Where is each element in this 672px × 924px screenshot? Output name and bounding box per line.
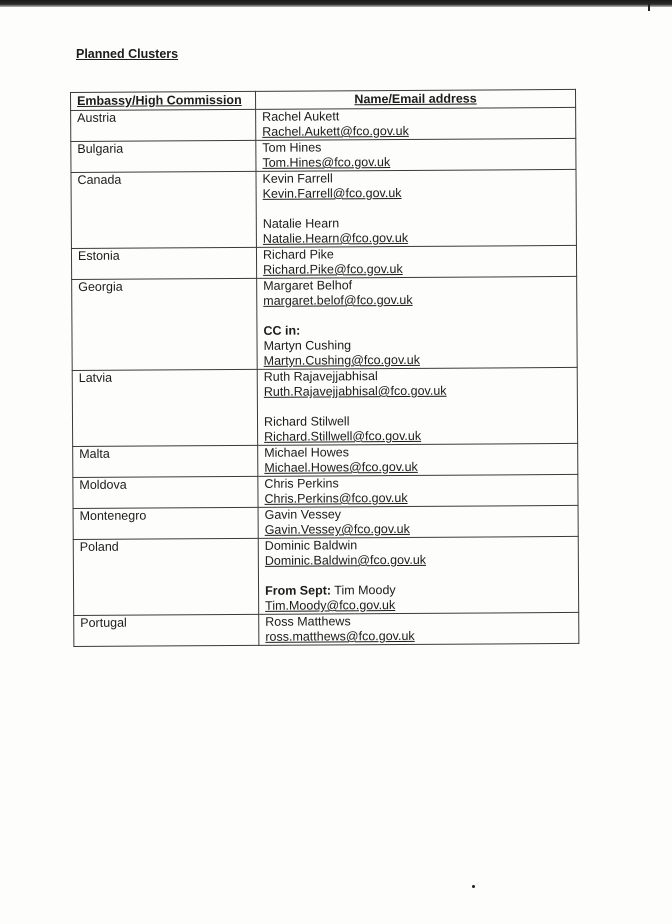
country-cell: Georgia — [72, 278, 258, 370]
contact-email-link[interactable]: margaret.belof@fco.gov.uk — [263, 292, 413, 308]
contact-name: Ruth Rajavejjabhisal — [263, 369, 378, 384]
column-header-country: Embassy/High Commission — [71, 91, 256, 110]
contact-cell — [256, 138, 576, 171]
contact-entry — [265, 582, 572, 614]
table-row — [71, 138, 576, 172]
country-cell: Moldova — [73, 476, 258, 508]
contact-email-link[interactable]: Chris.Perkins@fco.gov.uk — [264, 490, 408, 506]
contact-email-link[interactable]: Gavin.Vessey@fco.gov.uk — [264, 521, 410, 537]
table-row — [71, 245, 576, 279]
contact-entry — [262, 108, 569, 140]
contact-cell — [256, 245, 576, 278]
contact-entry — [263, 215, 570, 247]
contact-cell — [258, 474, 578, 507]
country-cell: Malta — [73, 445, 258, 477]
table-row — [74, 612, 579, 646]
contact-entry — [262, 170, 569, 202]
contact-entry — [263, 277, 570, 309]
contact-entry — [264, 368, 571, 400]
contact-name: Gavin Vessey — [264, 507, 342, 522]
column-header-contact: Name/Email address — [255, 89, 575, 109]
contact-entry — [262, 139, 569, 171]
table-row — [73, 474, 578, 508]
contact-email-link[interactable]: Dominic.Baldwin@fco.gov.uk — [264, 552, 427, 568]
contact-entry — [263, 246, 570, 278]
country-cell: Estonia — [71, 247, 256, 279]
table-row — [72, 367, 577, 446]
contact-email-link[interactable]: Richard.Stillwell@fco.gov.uk — [264, 428, 422, 444]
contact-name: Michael Howes — [264, 445, 350, 460]
country-cell: Poland — [73, 538, 258, 615]
scan-speck — [472, 885, 475, 888]
country-cell: Canada — [71, 171, 256, 248]
contact-email-link[interactable]: ross.matthews@fco.gov.uk — [265, 628, 415, 644]
contact-name: Kevin Farrell — [262, 171, 333, 186]
contact-name: Tom Hines — [262, 140, 322, 155]
contact-name: Richard Pike — [262, 247, 334, 262]
contact-name: Martyn Cushing — [263, 338, 352, 353]
table-row — [73, 443, 578, 477]
table-row — [73, 505, 578, 539]
contact-email-link[interactable]: Tom.Hines@fco.gov.uk — [262, 155, 391, 170]
contact-email-link[interactable]: Tim.Moody@fco.gov.uk — [265, 598, 396, 613]
contact-name: Natalie Hearn — [262, 216, 340, 231]
contact-entry — [265, 506, 572, 538]
country-cell: Bulgaria — [71, 140, 256, 172]
contact-cell — [256, 107, 576, 140]
scan-mark — [648, 4, 650, 11]
contact-entry — [264, 475, 571, 507]
clusters-table — [70, 89, 579, 647]
contact-name: Tim Moody — [334, 583, 396, 598]
contact-prefix: CC in: — [263, 323, 301, 338]
table-row — [73, 536, 578, 615]
contact-name: Chris Perkins — [264, 476, 339, 491]
contact-name: Dominic Baldwin — [264, 538, 358, 553]
contact-name: Richard Stilwell — [263, 414, 350, 429]
scan-edge — [0, 0, 672, 7]
contact-cell — [258, 505, 578, 538]
country-cell: Latvia — [72, 369, 257, 446]
contact-name: Ross Matthews — [265, 614, 351, 629]
contact-cell — [259, 612, 579, 645]
country-cell: Portugal — [74, 614, 259, 646]
table-row — [71, 169, 576, 248]
contact-entry — [265, 537, 572, 569]
contact-email-link[interactable]: Richard.Pike@fco.gov.uk — [263, 261, 403, 277]
contact-entry — [264, 444, 571, 476]
contact-cell — [256, 169, 576, 247]
contact-entry — [264, 413, 571, 445]
contact-cell — [257, 276, 578, 369]
country-cell: Montenegro — [73, 507, 258, 539]
contact-email-link[interactable]: Kevin.Farrell@fco.gov.uk — [262, 185, 402, 201]
contact-cell — [258, 443, 578, 476]
contact-prefix: From Sept: — [265, 583, 332, 598]
contact-email-link[interactable]: Natalie.Hearn@fco.gov.uk — [262, 230, 409, 246]
contact-entry — [263, 322, 570, 369]
contact-cell — [257, 367, 577, 445]
country-cell: Austria — [71, 109, 256, 141]
table-row — [72, 276, 578, 370]
contact-email-link[interactable]: Martyn.Cushing@fco.gov.uk — [263, 352, 420, 368]
table-body — [71, 107, 579, 646]
contact-email-link[interactable]: Michael.Howes@fco.gov.uk — [264, 459, 418, 475]
contact-cell — [258, 536, 578, 614]
contact-email-link[interactable]: Rachel.Aukett@fco.gov.uk — [262, 123, 409, 139]
contact-entry — [265, 613, 572, 645]
contact-email-link[interactable]: Ruth.Rajavejjabhisal@fco.gov.uk — [263, 383, 447, 399]
contact-name: Rachel Aukett — [262, 109, 340, 124]
contact-name: Margaret Belhof — [263, 278, 353, 293]
table-row — [71, 107, 576, 141]
page-title: Planned Clusters — [76, 47, 179, 61]
